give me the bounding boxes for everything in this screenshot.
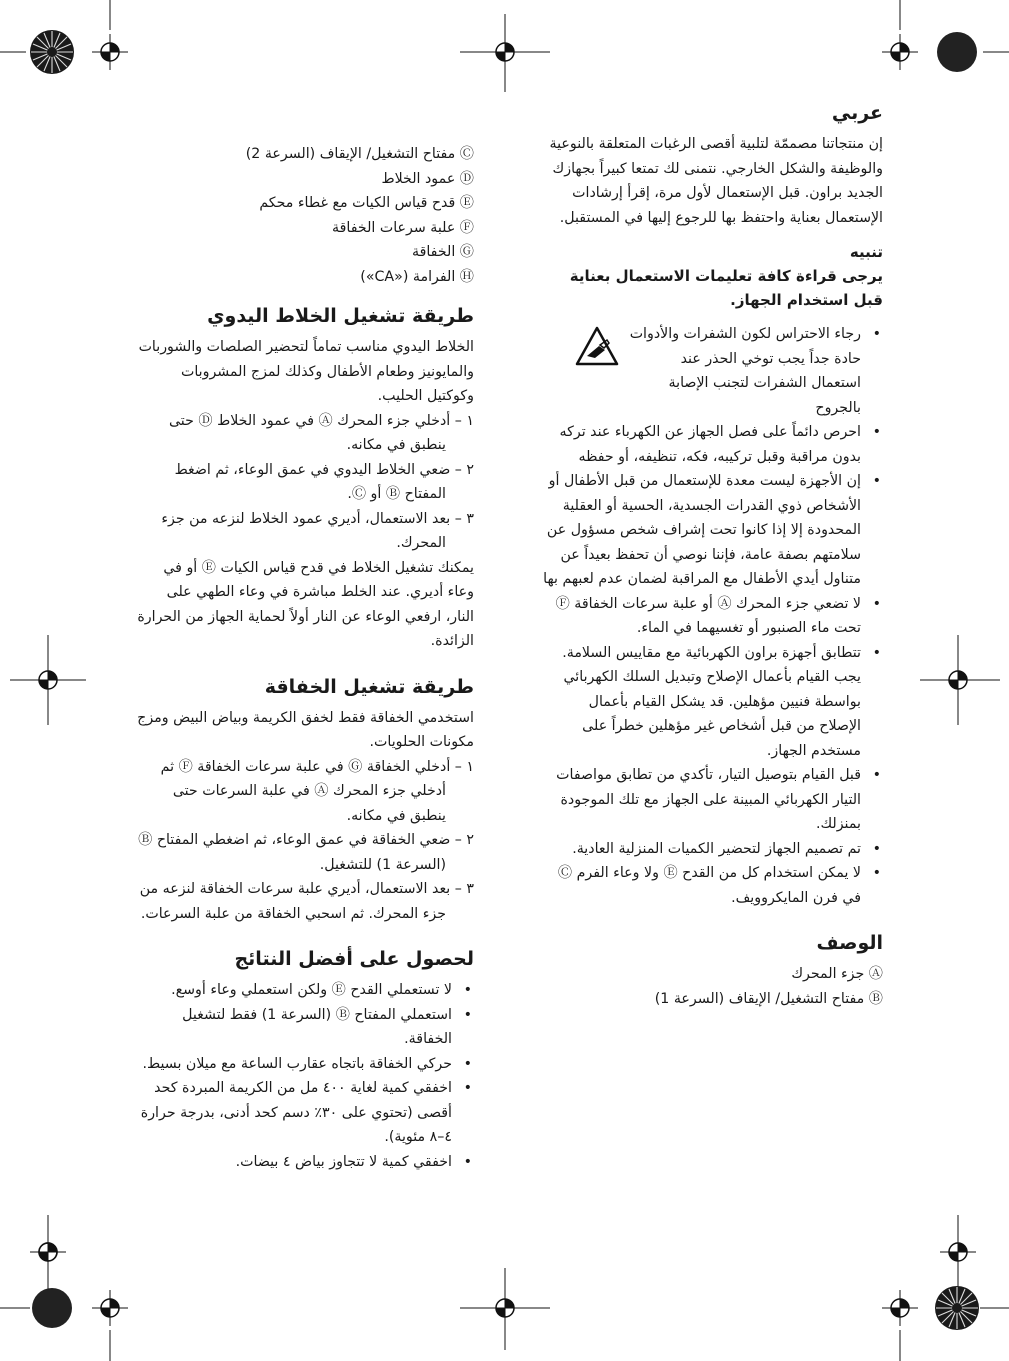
warning-item: • لا يمكن استخدام كل من القدح Ⓔ ولا وعاء الفرم Ⓒ في فرن المايكروويف. <box>543 861 883 910</box>
description-title: الوصف <box>816 932 883 954</box>
hand-blender-note: يمكنك تشغيل الخلاط في قدح قياس الكيات Ⓔ أو في وعاء أديري. عند الخلط مباشرة في وعاء الطهي على النار، ارفعي الوعاء عن النار أولاً لحماية الجهاز من الحرارة الزائدة. <box>137 559 474 649</box>
step-item: ٢ – ضعي الخلاط اليدوي في عمق الوعاء، ثم اضغط المفتاح Ⓑ أو Ⓒ. <box>174 461 474 502</box>
result-item: • لا تستعملي القدح Ⓔ ولكن استعملي وعاء أوسع. <box>134 978 474 1003</box>
sharp-blade-warning-icon <box>575 326 619 366</box>
results-list <box>134 978 474 1174</box>
result-item: • استعملي المفتاح Ⓑ (السرعة 1) فقط لتشغيل الخفاقة. <box>134 1003 474 1052</box>
warning-item: • قبل القيام بتوصيل التيار، تأكدي من تطابق مواصفات التيار الكهربائي المبينة على الجهاز مع تلك الموجودة بمنزلك. <box>543 763 883 837</box>
intro-paragraph: إن منتجاتنا مصممّة لتلبية أقصى الرغبات المتعلقة بالنوعية والوظيفة والشكل الخارجي. نتمنى لك تمتعا كبيراً بجهازك الجديد براون. قبل الإستعمال لأول مرة، إقرأ إرشادات الإستعمال بعناية واحتفظ بها للرجوع إليها في المستقبل. <box>549 136 883 226</box>
parts-list-left <box>134 142 474 289</box>
step-item: ٢ – ضعي الخفاقة في عمق الوعاء، ثم اضغطي المفتاح Ⓑ (السرعة 1) للتشغيل. <box>138 832 474 873</box>
warning-item: • تم تصميم الجهاز لتحضير الكميات المنزلية العادية. <box>543 837 883 862</box>
step-item: ٣ – بعد الاستعمال، أديري عمود الخلاط لنزعه من جزء المحرك. <box>161 510 474 551</box>
part-item: Ⓔ قدح قياس الكيات مع غطاء محكم <box>259 195 474 211</box>
parts-list-right <box>543 962 883 1011</box>
results-title: لحصول على أفضل النتائج <box>234 948 474 970</box>
part-item: Ⓖ الخفاقة <box>411 244 474 260</box>
warning-item: • لا تضعي جزء المحرك Ⓐ أو علبة سرعات الخفاقة Ⓕ تحت ماء الصنبور أو تغسيهما في الماء. <box>543 592 883 641</box>
whisk-steps <box>134 755 474 927</box>
part-item: Ⓑ مفتاح التشغيل/ الإيقاف (السرعة 1) <box>654 990 883 1007</box>
right-column <box>543 100 883 1011</box>
hand-blender-steps <box>134 409 474 556</box>
warning-item <box>543 322 883 420</box>
result-item: • حركي الخفاقة باتجاه عقارب الساعة مع ميلان بسيط. <box>134 1052 474 1077</box>
part-item: Ⓒ مفتاح التشغيل/ الإيقاف (السرعة 2) <box>245 146 474 162</box>
result-item: • اخفقي كمية لغاية ٤٠٠ مل من الكريمة المبردة كحد أقصى (تحتوي على ٣٠٪ دسم كحد أدنى، بدرجة حرارة ٤–٨ مئوية). <box>134 1076 474 1150</box>
warning-text: • رجاء الاحتراس لكون الشفرات والأدوات حادة جداً يجب توخي الحذر عند استعمال الشفرات لتجنب الإصابة بالجروح <box>629 326 861 416</box>
left-column <box>134 142 474 1174</box>
part-item: Ⓐ جزء المحرك <box>791 966 883 982</box>
hand-blender-title: طريقة تشغيل الخلاط اليدوي <box>207 305 474 327</box>
step-item: ١ – أدخلي جزء المحرك Ⓐ في عمود الخلاط Ⓓ حتى ينطبق في مكانه. <box>168 412 474 453</box>
warnings-list <box>543 322 883 910</box>
part-item: Ⓕ علبة سرعات الخفاقة <box>332 219 474 236</box>
whisk-title: طريقة تشغيل الخفاقة <box>264 675 474 698</box>
warning-item: • إن الأجهزة ليست معدة للإستعمال من قبل الأطفال أو الأشخاص ذوي القدرات الجسدية، الحسية أو العقلية المحدودة إلا إذا كانوا تحت إشراف شخص مسؤول عن سلامتهم بصفة عامة، فإننا نوصي أن تحفظ بعيداً عن متناول أيدي الأطفال مع المراقبة لضمان عدم لعبهم بها <box>543 469 883 592</box>
result-item: • اخفقي كمية لا تتجاوز بياض ٤ بيضات. <box>134 1150 474 1175</box>
part-item: Ⓓ عمود الخلاط <box>381 170 474 187</box>
warning-item: • احرص دائماً على فصل الجهاز عن الكهرباء عند تركه بدون مراقبة وقبل تركيبه، فكه، تنظيفه، أو حفظه <box>543 420 883 469</box>
part-item: Ⓗ الفرامة («CA») <box>360 268 474 285</box>
language-heading: عربي <box>831 102 883 124</box>
warning-item: • تتطابق أجهزة براون الكهربائية مع مقاييس السلامة. يجب القيام بأعمال الإصلاح وتبديل السلك الكهربائي بواسطة فنيين مؤهلين. قد يشكل القيام بأعمال الإصلاح من قبل أشخاص غير مؤهلين خطراً على مستخدم الجهاز. <box>543 641 883 764</box>
step-item: ٣ – بعد الاستعمال، أديري علبة سرعات الخفاقة لنزعه من جزء المحرك. ثم اسحبي الخفاقة من علبة السرعات. <box>139 881 474 922</box>
step-item: ١ – أدخلي الخفاقة Ⓖ في علبة سرعات الخفاقة Ⓕ ثم أدخلي جزء المحرك Ⓐ في علبة السرعات حتى ينطبق في مكانه. <box>160 758 474 824</box>
caution-title: تنبيه <box>849 243 883 261</box>
hand-blender-intro: الخلاط اليدوي مناسب تماماً لتحضير الصلصات والشوربات والمايونيز وطعام الأطفال وكذلك لمزج المشروبات وكوكتيل الحليب. <box>138 339 474 404</box>
caution-body: يرجى قراءة كافة تعليمات الاستعمال بعناية قبل استخدام الجهاز. <box>569 267 883 309</box>
whisk-intro: استخدمي الخفاقة فقط لخفق الكريمة وبياض البيض ومزج مكونات الحلويات. <box>137 709 474 750</box>
